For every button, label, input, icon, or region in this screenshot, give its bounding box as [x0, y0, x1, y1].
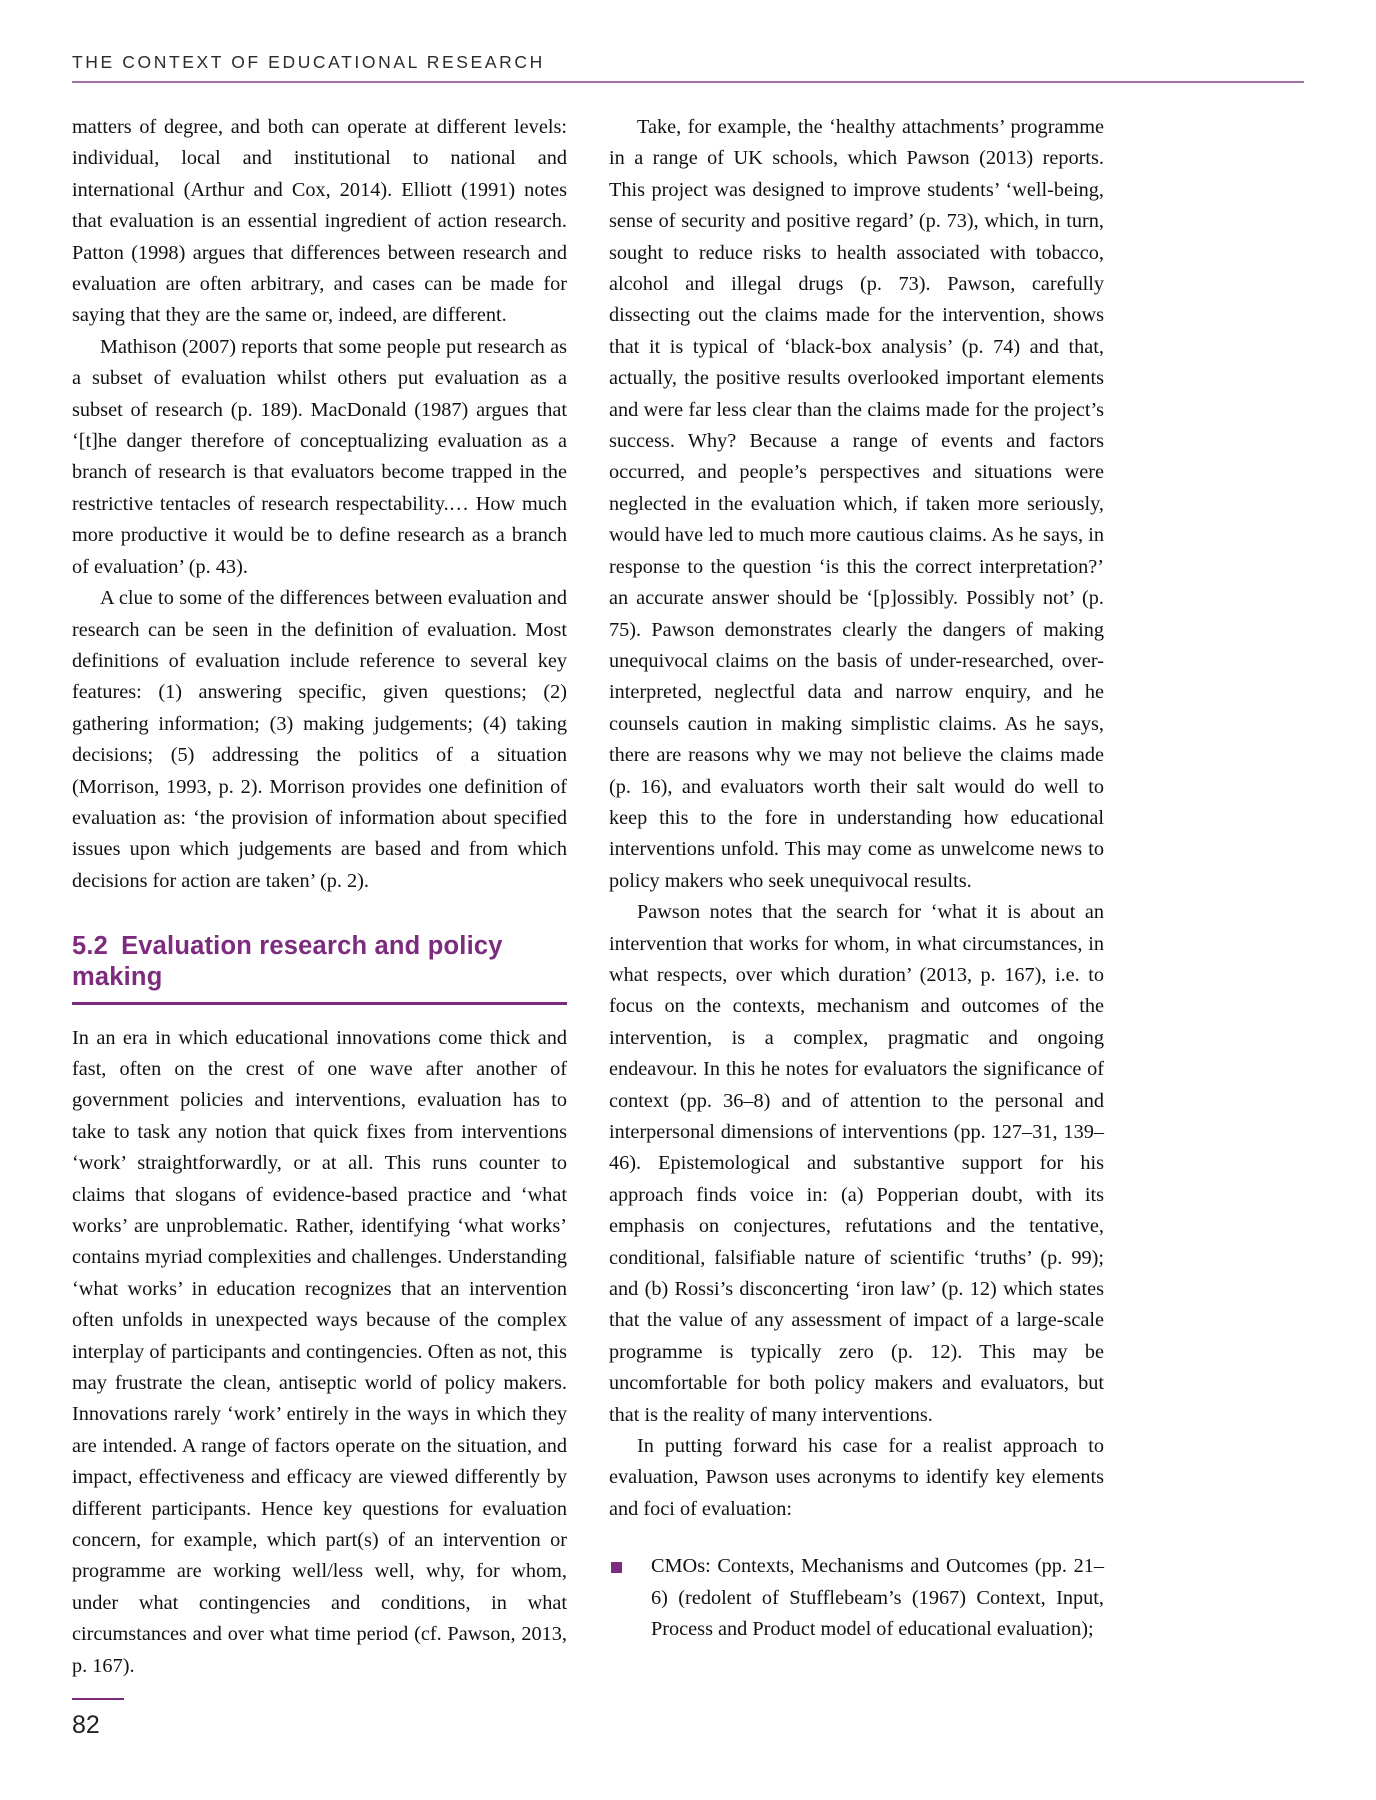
- paragraph: Pawson notes that the search for ‘what it is about an intervention that works for whom, in what circumstances, in what respects, over which duration’ (2013, p. 167), i.e. to focus on the contexts, mechanism and outcomes of the intervention, is a complex, pragmatic and ongoing endeavour. In this he notes for evaluators the significance of context (pp. 36–8) and of attention to the personal and interpersonal dimensions of interventions (pp. 127–31, 139–46). Epistemological and substantive support for his approach finds voice in: (a) Popperian doubt, with its emphasis on conjectures, refutations and the tentative, conditional, falsifiable nature of scientific ‘truths’ (p. 99); and (b) Rossi’s disconcerting ‘iron law’ (p. 12) which states that the value of any assessment of impact of a large-scale programme is typically zero (p. 12). This may be uncomfortable for both policy makers and evaluators, but that is the reality of many interventions.: [609, 901, 1104, 1426]
- page-folio: [72, 1698, 124, 1738]
- section-heading: [72, 931, 567, 993]
- section-title: Evaluation research and policy making: [72, 932, 503, 992]
- section-heading-line: [72, 931, 567, 993]
- paragraph: Take, for example, the ‘healthy attachments’ programme in a range of UK schools, which Pawson (2013) reports. This project was designed to improve students’ ‘well-being, sense of security and positive regard’ (p. 73), which, in turn, sought to reduce risks to health associated with tobacco, alcohol and illegal drugs (p. 73). Pawson, carefully dissecting out the claims made for the intervention, shows that it is typical of ‘black-box analysis’ (p. 74) and that, actually, the positive results overlooked important elements and were far less clear than the claims made for the project’s success. Why? Because a range of events and factors occurred, and people’s perspectives and situations were neglected in the evaluation which, if taken more seriously, would have led to much more cautious claims. As he says, in response to the question ‘is this the correct interpretation?’ an accurate answer should be ‘[p]ossibly. Possibly not’ (p. 75). Pawson demonstrates clearly the dangers of making unequivocal claims on the basis of under-researched, over-interpreted, neglectful data and narrow enquiry, and he counsels caution in making simplistic claims. As he says, there are reasons why we may not believe the claims made (p. 16), and evaluators worth their salt would do well to keep this to the fore in understanding how educational interventions unfold. This may come as unwelcome news to policy makers who seek unequivocal results.: [609, 116, 1104, 892]
- paragraph: Mathison (2007) reports that some people put research as a subset of evaluation whilst others put evaluation as a subset of research (p. 189). MacDonald (1987) argues that ‘[t]he danger therefore of conceptualizing evaluation as a branch of research is that evaluators become trapped in the restrictive tentacles of research respectability.… How much more productive it would be to define research as a branch of evaluation’ (p. 43).: [72, 335, 567, 578]
- list-item-text: CMOs: Contexts, Mechanisms and Outcomes (pp. 21–6) (redolent of Stufflebeam’s (1967) Context, Input, Process and Product model of educational evaluation);: [651, 1555, 1104, 1641]
- left-column: [72, 112, 567, 1677]
- running-head-text: THE CONTEXT OF EDUCATIONAL RESEARCH: [72, 52, 545, 72]
- square-bullet-icon: [611, 1562, 622, 1573]
- paragraph: In putting forward his case for a realist approach to evaluation, Pawson uses acronyms to identify key elements and foci of evaluation:: [609, 1435, 1104, 1520]
- paragraph: matters of degree, and both can operate at different levels: individual, local and institutional to national and international (Arthur and Cox, 2014). Elliott (1991) notes that evaluation is an essential ingredient of action research. Patton (1998) argues that differences between research and evaluation are often arbitrary, and cases can be made for saying that they are the same or, indeed, are different.: [72, 116, 567, 327]
- right-column: [609, 112, 1104, 1641]
- bullet-list: [609, 1551, 1104, 1645]
- paragraph: A clue to some of the differences between evaluation and research can be seen in the definition of evaluation. Most definitions of evaluation include reference to several key features: (1) answering specific, given questions; (2) gathering information; (3) making judgements; (4) taking decisions; (5) addressing the politics of a situation (Morrison, 1993, p. 2). Morrison provides one definition of evaluation as: ‘the provision of information about specified issues upon which judgements are based and from which decisions for action are taken’ (p. 2).: [72, 587, 567, 892]
- section-divider-rule: [72, 1002, 567, 1004]
- section-number: 5.2: [72, 932, 109, 961]
- two-column-body: [72, 112, 1304, 1677]
- running-head: [72, 52, 1304, 83]
- page-number: 82: [72, 1711, 100, 1739]
- paragraph: In an era in which educational innovations come thick and fast, often on the crest of one wave after another of government policies and interventions, evaluation has to take to task any notion that quick fixes from interventions ‘work’ straightforwardly, or at all. This runs counter to claims that slogans of evidence-based practice and ‘what works’ are unproblematic. Rather, identifying ‘what works’ contains myriad complexities and challenges. Understanding ‘what works’ in education recognizes that an intervention often unfolds in unexpected ways because of the complex interplay of participants and contingencies. Often as not, this may frustrate the clean, antiseptic world of policy makers. Innovations rarely ‘work’ entirely in the ways in which they are intended. A range of factors operate on the situation, and impact, effectiveness and efficacy are viewed differently by different participants. Hence key questions for evaluation concern, for example, which part(s) of an intervention or programme are working well/less well, why, for whom, under what contingencies and conditions, in what circumstances and over what time period (cf. Pawson, 2013, p. 167).: [72, 1026, 567, 1677]
- list-item: [609, 1551, 1104, 1645]
- header-divider-rule: [72, 81, 1304, 83]
- folio-divider-rule: [72, 1698, 124, 1700]
